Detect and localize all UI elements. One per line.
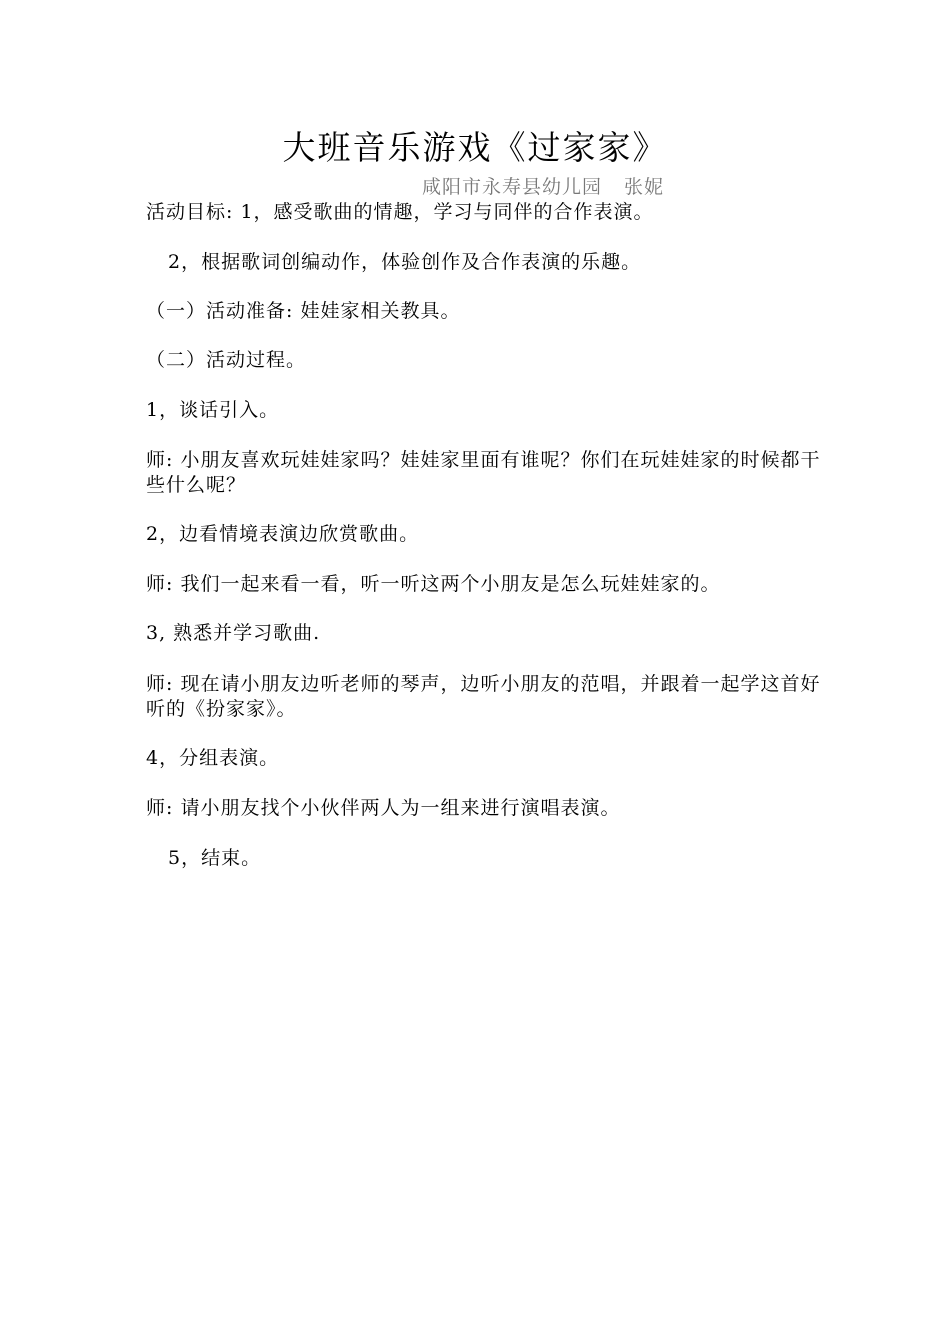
step-5-heading: 5，结束。 (168, 847, 262, 869)
author-name: 张妮 (624, 176, 665, 198)
section-process: （二）活动过程。 (146, 349, 307, 371)
document-title: 大班音乐游戏《过家家》 (282, 128, 668, 167)
step-1-teacher-line: 师: 小朋友喜欢玩娃娃家吗？娃娃家里面有谁呢？你们在玩娃娃家的时候都干些什么呢？ (146, 449, 821, 496)
step-3-teacher-line: 师: 现在请小朋友边听老师的琴声，边听小朋友的范唱，并跟着一起学这首好听的《扮家家》。 (146, 673, 821, 720)
author-line (422, 175, 664, 199)
step-2-teacher-line: 师: 我们一起来看一看，听一听这两个小朋友是怎么玩娃娃家的。 (146, 573, 721, 595)
step-2-heading: 2，边看情境表演边欣赏歌曲。 (146, 523, 420, 545)
step-4-teacher-line: 师: 请小朋友找个小伙伴两人为一组来进行演唱表演。 (146, 797, 621, 819)
activity-goal-2: 2，根据歌词创编动作，体验创作及合作表演的乐趣。 (168, 251, 642, 273)
author-organization: 咸阳市永寿县幼儿园 (422, 176, 603, 198)
step-3-heading: 3, 熟悉并学习歌曲. (146, 622, 321, 644)
activity-goal-1: 活动目标: 1，感受歌曲的情趣，学习与同伴的合作表演。 (146, 201, 654, 223)
section-preparation: （一）活动准备: 娃娃家相关教具。 (146, 300, 461, 322)
step-4-heading: 4，分组表演。 (146, 747, 280, 769)
step-1-heading: 1，谈话引入。 (146, 399, 280, 421)
